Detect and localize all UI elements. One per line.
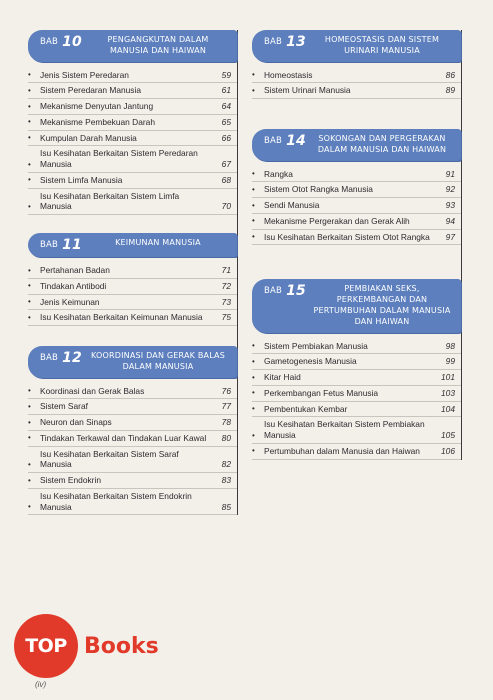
topic-item bbox=[252, 83, 461, 99]
chapter-title: KOORDINASI DAN GERAK BALAS DALAM MANUSIA bbox=[90, 351, 225, 371]
chapter-number: 15 bbox=[286, 283, 306, 300]
topic-item bbox=[252, 444, 461, 460]
chapter-number: 10 bbox=[62, 34, 82, 50]
bullet-icon: • bbox=[252, 85, 255, 95]
topic-list bbox=[28, 62, 237, 216]
topic-page-number: 85 bbox=[221, 501, 231, 512]
bullet-icon: • bbox=[28, 433, 31, 443]
bullet-icon: • bbox=[252, 446, 255, 456]
topic-text: Neuron dan Sinaps bbox=[40, 417, 112, 428]
topic-text: Rangka bbox=[264, 168, 293, 179]
topic-item bbox=[252, 417, 461, 444]
topic-page-number: 82 bbox=[221, 459, 231, 470]
topic-text: Perkembangan Fetus Manusia bbox=[264, 387, 379, 398]
topic-text: Mekanisme Pergerakan dan Gerak Alih bbox=[264, 215, 410, 226]
topic-text: Sistem Saraf bbox=[40, 401, 88, 412]
chapter-banner bbox=[252, 129, 461, 161]
topic-text: Koordinasi dan Gerak Balas bbox=[40, 385, 145, 396]
topic-text: Sistem Urinari Manusia bbox=[264, 85, 351, 96]
topic-item bbox=[28, 263, 237, 279]
topic-page-number: 71 bbox=[221, 265, 231, 276]
topic-page-number: 73 bbox=[221, 296, 231, 307]
topic-page-number: 72 bbox=[221, 280, 231, 291]
topic-item bbox=[252, 230, 461, 246]
bullet-icon: • bbox=[252, 200, 255, 210]
topic-page-number: 80 bbox=[221, 432, 231, 443]
bullet-icon: • bbox=[28, 475, 31, 485]
topic-item bbox=[28, 173, 237, 189]
topic-item bbox=[252, 370, 461, 386]
chapter-bab-label: BAB bbox=[40, 37, 59, 47]
bullet-icon: • bbox=[252, 70, 255, 80]
topic-item bbox=[28, 131, 237, 147]
bullet-icon: • bbox=[28, 159, 31, 169]
topic-page-number: 77 bbox=[221, 401, 231, 412]
topic-text: Mekanisme Pembekuan Darah bbox=[40, 116, 155, 127]
topic-page-number: 89 bbox=[445, 85, 455, 96]
topic-item bbox=[28, 115, 237, 131]
topic-page-number: 78 bbox=[221, 417, 231, 428]
chapter-14 bbox=[252, 129, 461, 245]
topic-list bbox=[252, 333, 461, 460]
topic-page-number: 59 bbox=[221, 69, 231, 80]
topbooks-logo bbox=[14, 614, 189, 674]
chapter-title: SOKONGAN DAN PERGERAKAN DALAM MANUSIA DAN HAIWAN bbox=[317, 134, 447, 154]
chapter-12 bbox=[28, 346, 237, 515]
bullet-icon: • bbox=[252, 184, 255, 194]
chapter-bab-label: BAB bbox=[40, 240, 59, 251]
chapter-bab-label: BAB bbox=[264, 286, 283, 297]
chapter-title: PEMBIAKAN SEKS, PERKEMBANGAN DAN PERTUMBUHAN DALAM MANUSIA DAN HAIWAN bbox=[313, 284, 451, 326]
chapter-number: 11 bbox=[62, 237, 82, 254]
topic-item bbox=[252, 182, 461, 198]
bullet-icon: • bbox=[28, 175, 31, 185]
bullet-icon: • bbox=[28, 265, 31, 275]
bullet-icon: • bbox=[252, 430, 255, 440]
topic-item bbox=[252, 214, 461, 230]
topic-item bbox=[28, 473, 237, 489]
topic-item bbox=[28, 83, 237, 99]
topic-page-number: 86 bbox=[445, 69, 455, 80]
topic-text: Sistem Pembiakan Manusia bbox=[264, 340, 368, 351]
bullet-icon: • bbox=[252, 232, 255, 242]
topic-text: Sendi Manusia bbox=[264, 200, 320, 211]
bullet-icon: • bbox=[252, 388, 255, 398]
topic-text: Sistem Endokrin bbox=[40, 475, 101, 486]
topic-page-number: 105 bbox=[441, 430, 455, 441]
topic-item bbox=[28, 415, 237, 431]
topic-page-number: 91 bbox=[445, 168, 455, 179]
topic-item bbox=[28, 447, 237, 474]
topic-page-number: 97 bbox=[445, 231, 455, 242]
topic-page-number: 64 bbox=[221, 101, 231, 112]
topic-page-number: 75 bbox=[221, 312, 231, 323]
topic-page-number: 103 bbox=[441, 387, 455, 398]
bullet-icon: • bbox=[252, 404, 255, 414]
topic-text: Pertahanan Badan bbox=[40, 265, 110, 276]
topic-text: Tindakan Terkawal dan Tindakan Luar Kawal bbox=[40, 432, 207, 443]
page-number: (iv) bbox=[35, 680, 47, 689]
topic-item bbox=[28, 489, 237, 516]
topic-page-number: 92 bbox=[445, 184, 455, 195]
topic-item bbox=[28, 68, 237, 84]
topic-text: Isu Kesihatan Berkaitan Sistem Peredaran Manusia bbox=[40, 148, 198, 170]
topic-page-number: 61 bbox=[221, 85, 231, 96]
chapter-banner bbox=[28, 233, 237, 257]
bullet-icon: • bbox=[28, 459, 31, 469]
logo-circle: TOP bbox=[14, 614, 78, 678]
topic-text: Sistem Peredaran Manusia bbox=[40, 85, 142, 96]
chapter-banner bbox=[252, 30, 461, 62]
topic-item bbox=[252, 339, 461, 355]
chapter-banner bbox=[252, 279, 461, 332]
chapter-13 bbox=[252, 30, 461, 99]
chapter-title: HOMEOSTASIS DAN SISTEM URINARI MANUSIA bbox=[324, 35, 440, 55]
bullet-icon: • bbox=[28, 312, 31, 322]
chapter-11 bbox=[28, 233, 237, 326]
bullet-icon: • bbox=[28, 201, 31, 211]
topic-text: Homeostasis bbox=[264, 69, 313, 80]
topic-text: Sistem Otot Rangka Manusia bbox=[264, 184, 373, 195]
bullet-icon: • bbox=[252, 356, 255, 366]
topic-item bbox=[28, 295, 237, 311]
topic-page-number: 68 bbox=[221, 174, 231, 185]
chapter-number: 14 bbox=[286, 133, 306, 150]
logo-word: Books bbox=[84, 634, 159, 659]
bullet-icon: • bbox=[252, 341, 255, 351]
topic-item bbox=[252, 198, 461, 214]
bullet-icon: • bbox=[28, 133, 31, 143]
topic-page-number: 104 bbox=[441, 403, 455, 414]
topic-page-number: 70 bbox=[221, 201, 231, 212]
chapter-bab-label: BAB bbox=[264, 37, 283, 47]
topic-item bbox=[252, 68, 461, 84]
topic-text: Tindakan Antibodi bbox=[40, 280, 107, 291]
topic-text: Isu Kesihatan Berkaitan Sistem Saraf Manusia bbox=[40, 448, 179, 470]
topic-text: Gametogenesis Manusia bbox=[264, 356, 357, 367]
topic-page-number: 83 bbox=[221, 475, 231, 486]
topic-page-number: 93 bbox=[445, 200, 455, 211]
topic-text: Kumpulan Darah Manusia bbox=[40, 132, 137, 143]
bullet-icon: • bbox=[28, 297, 31, 307]
bullet-icon: • bbox=[252, 169, 255, 179]
topic-item bbox=[252, 167, 461, 183]
chapter-10 bbox=[28, 30, 237, 215]
topic-item bbox=[28, 399, 237, 415]
topic-item bbox=[28, 99, 237, 115]
topic-text: Jenis Keimunan bbox=[40, 296, 100, 307]
chapter-number: 12 bbox=[62, 350, 82, 367]
bullet-icon: • bbox=[28, 386, 31, 396]
topic-text: Isu Kesihatan Berkaitan Sistem Endokrin Manusia bbox=[40, 490, 192, 512]
bullet-icon: • bbox=[252, 216, 255, 226]
topic-page-number: 76 bbox=[221, 385, 231, 396]
topic-item bbox=[28, 310, 237, 326]
topic-item bbox=[28, 146, 237, 173]
topic-item bbox=[28, 189, 237, 216]
topic-text: Isu Kesihatan Berkaitan Sistem Limfa Manusia bbox=[40, 190, 180, 212]
topic-page-number: 94 bbox=[445, 215, 455, 226]
topic-page-number: 99 bbox=[445, 356, 455, 367]
topic-text: Pembentukan Kembar bbox=[264, 403, 348, 414]
chapter-number: 13 bbox=[286, 34, 306, 50]
topic-item bbox=[252, 354, 461, 370]
topic-item bbox=[28, 431, 237, 447]
chapter-15 bbox=[252, 279, 461, 459]
bullet-icon: • bbox=[252, 372, 255, 382]
topic-list bbox=[28, 257, 237, 326]
topic-item bbox=[28, 279, 237, 295]
chapter-banner bbox=[28, 346, 237, 378]
topic-page-number: 66 bbox=[221, 132, 231, 143]
topic-text: Jenis Sistem Peredaran bbox=[40, 69, 129, 80]
chapter-title: KEIMUNAN MANUSIA bbox=[115, 238, 201, 248]
bullet-icon: • bbox=[28, 502, 31, 512]
topic-list bbox=[252, 161, 461, 246]
topic-text: Mekanisme Denyutan Jantung bbox=[40, 101, 154, 112]
bullet-icon: • bbox=[28, 281, 31, 291]
topic-list bbox=[28, 378, 237, 516]
topic-text: Isu Kesihatan Berkaitan Sistem Otot Rangka bbox=[264, 231, 430, 242]
bullet-icon: • bbox=[28, 401, 31, 411]
topic-item bbox=[252, 402, 461, 418]
topic-page-number: 101 bbox=[441, 372, 455, 383]
chapter-bab-label: BAB bbox=[40, 353, 59, 364]
bullet-icon: • bbox=[28, 101, 31, 111]
bullet-icon: • bbox=[28, 70, 31, 80]
topic-item bbox=[28, 384, 237, 400]
topic-page-number: 65 bbox=[221, 116, 231, 127]
bullet-icon: • bbox=[28, 117, 31, 127]
topic-list bbox=[252, 62, 461, 100]
chapter-banner bbox=[28, 30, 237, 62]
toc-left-column bbox=[28, 30, 238, 515]
topic-text: Isu Kesihatan Berkaitan Sistem Pembiakan Manusia bbox=[264, 419, 425, 441]
topic-text: Kitar Haid bbox=[264, 372, 301, 383]
bullet-icon: • bbox=[28, 85, 31, 95]
chapter-title: PENGANGKUTAN DALAM MANUSIA DAN HAIWAN bbox=[107, 35, 209, 55]
topic-page-number: 98 bbox=[445, 340, 455, 351]
topic-text: Isu Kesihatan Berkaitan Keimunan Manusia bbox=[40, 312, 203, 323]
bullet-icon: • bbox=[28, 417, 31, 427]
topic-page-number: 106 bbox=[441, 445, 455, 456]
topic-text: Sistem Limfa Manusia bbox=[40, 174, 123, 185]
topic-item bbox=[252, 386, 461, 402]
topic-text: Pertumbuhan dalam Manusia dan Haiwan bbox=[264, 445, 420, 456]
toc-right-column bbox=[252, 30, 462, 460]
chapter-bab-label: BAB bbox=[264, 136, 283, 147]
topic-page-number: 67 bbox=[221, 159, 231, 170]
